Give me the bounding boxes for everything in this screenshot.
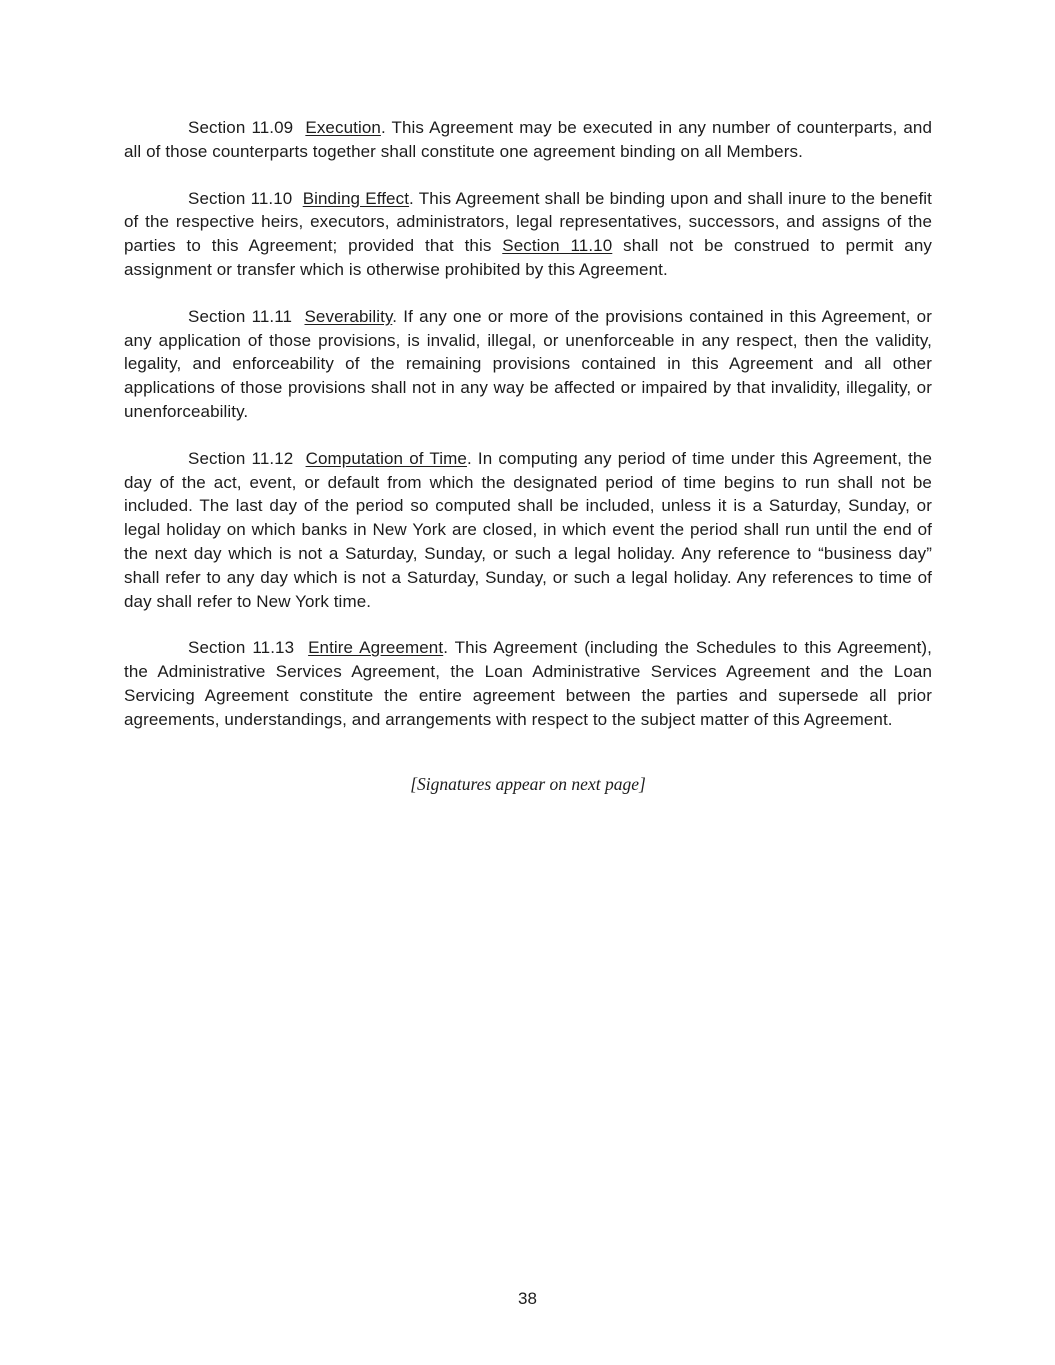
paragraph-section-11-09-execution: Section 11.09 Execution. This Agreement may be executed in any number of counterparts, and all of those counterparts together shall constitute one agreement binding on all Members. [124,118,933,161]
paragraph-section-11-12-computation-of-time: Section 11.12 Computation of Time. In computing any period of time under this Agreement, the day of the act, event, or default from which the designated period of time begins to run shall not be included. The last day of the period so computed shall be included, unless it is a Saturday, Sunday, or legal holiday on which banks in New York are closed, in which event the period shall run until the end of the next day which is not a Saturday, Sunday, or such a legal holiday. Any reference to “business day” shall refer to any day which is not a Saturday, Sunday, or such a legal holiday. Any references to time of day shall refer to New York time. [124,448,932,611]
signature-note: [Signatures appear on next page] [410,773,646,794]
paragraph-section-11-10-binding-effect: Section 11.10 Binding Effect. This Agreement shall be binding upon and shall inure to the benefit of the respective heirs, executors, administrators, legal representatives, successors, and assigns of the parties to this Agreement; provided that this Section 11.10 shall not be construed to permit any assignment or transfer which is otherwise prohibited by this Agreement. [124,188,932,279]
page-number: 38 [518,1289,537,1308]
paragraph-section-11-11-severability: Section 11.11 Severability. If any one or more of the provisions contained in this Agreement, or any application of those provisions, is invalid, illegal, or unenforceable in any respect, then the validity, legality, and enforceability of the remaining provisions contained in this Agreement and all other applications of those provisions shall not in any way be affected or impaired by that invalidity, illegality, or unenforceability. [124,306,932,421]
paragraph-section-11-13-entire-agreement: Section 11.13 Entire Agreement. This Agreement (including the Schedules to this Agreement), the Administrative Services Agreement, the Loan Administrative Services Agreement and the Loan Servicing Agreement constitute the entire agreement between the parties and supersede all prior agreements, understandings, and arrangements with respect to the subject matter of this Agreement. [124,638,933,729]
document-body [124,116,932,795]
